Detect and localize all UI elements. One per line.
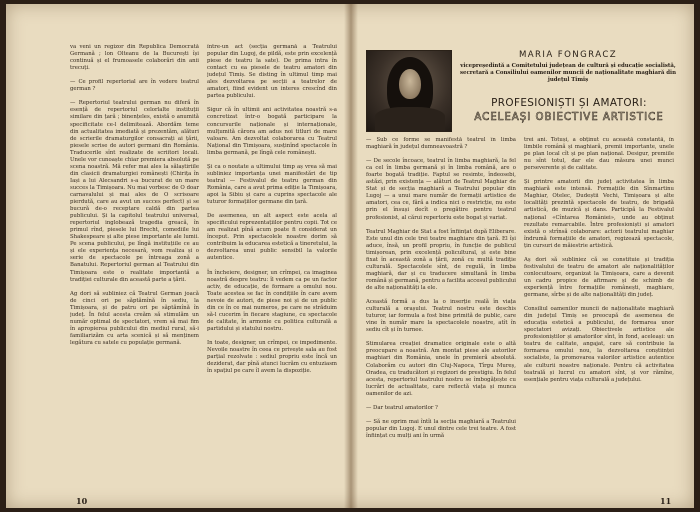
portrait-face bbox=[399, 69, 421, 99]
right-page-column-1: — Sub ce forme se manifestă teatrul în limba maghiară în județul dumneavoastră ? — De secole încoace, teatrul în limba maghiară, la fel ca cel în limba germană și în limba română, are o foarte bogată tradiție. Faptul se resimte, îndeosebi, astăzi, prin existența — alături de Teatrul Maghiar de Stat și de secția maghiară a Teatrului popular din Lugoj — a unui mare număr de formații artistice de amatori, cea ce, fără a indica nici o restricție, nu este prin el însuși decît o pregătire pentru teatrul profesionist, al cărui repertoriu este bogat și variat. Teatrul Maghiar de Stat a fost înființat după Eliberare. Este unul din cele trei teatre maghiare din țară. El își aduce, însă, un profil propriu, în funcție de publicul timișorean, prin excelență policultural, și este bine fixat în această zonă a țării, zonă cu multă tradiție culturală. Spectacolele sînt, de regulă, în limba maghiară, dar și cu traducere simultană în limba română și germană, pentru a facilita accesul publicului de alte naționalități la ele. Această formă a dus la o inserție reală în viața culturală a orașului. Teatrul nostru este deschis tuturor, iar formula a fost bine primită de public, care vine în număr mare la spectacolele noastre, atît în sediu cît și în turnee. Stimularea creației dramatice originale este o altă preocupare a noastră. Am montat piese ale autorilor maghiari din România, unele în premieră absolută. Colaborăm cu autori din Cluj-Napoca, Tîrgu Mureș, Oradea, cu traducători și regizori de prestigiu. În felul acesta, repertoriul teatrului nostru se îmbogățește cu lucrări de actualitate, care reflectă viața și munca oamenilor de azi. — Dar teatrul amatorilor ? — Să ne oprim mai întîi la secția maghiară a Teatrului popular din Lugoj. E unul dintre cele trei teatre. A fost înființat cu mulți ani în urmă bbox=[366, 137, 516, 439]
magazine-spread bbox=[6, 4, 694, 508]
interviewee-header bbox=[454, 50, 682, 83]
article-title-line-1: PROFESIONIȘTI ȘI AMATORI: bbox=[491, 97, 647, 109]
left-page-column-1: va veni un regizor din Republica Democrată Germană ; lon Olteanu de la București își continuă și el frumoasele colaborări din anii trecuți. — Ce profil repertorial are în vedere teatrul german ? — Repertoriul teatrului german nu diferă în esență de repertoriul celorlalte instituții similare din țară ; binențeles, există o anumită specificitate ce-l delimitează. Abordăm teme din actualitatea imediată și prezentăm, alături de scrierile dramaturgilor consacrați ai țării, piesele scrise de autori germani din România. Traducerile sînt realizate de scriitori locali. Unele vor cunoaște chiar premiera absolută pe scena noastră. Mă refer mai ales la sălaștiriile din clasicii dramaturgiei românești (Chirița în Iași a lui Alecsandri s-a bucurat de un mare succes la Timișoara. Nu mai vorbesc de O doar carnavalului și mai ales de O scrisoare pierdută, care au avut un succes perfect) și se bucură de-o receptare caldă din partea publicului. Și la capitolul teatrului universal, repertoriul inglobează tragedia greacă, în primul rînd, piesele lui Brecht, comediile lui Shakespeare și alte piese importante ale lumii. Pe scena publicului, pe lîngă instituțiile ce au și ele experiența necesară, vom realiza și o serie de spectacole pe întreaga zonă a Banatului. Repertoriul german al Teatrului din Timișoara este o realitate importantă a tradiției culturale din această parte a țării. Ag dori să subliniez că Teatrul German joacă de cinci ori pe săptămînă în sediu, la Timișoara, și de patru ori pe săptămînă în județ. În felul acesta creăm să stimulăm un număr optimal de spectatori, vrem să mai fim în apropierea publicului din mediul rural, să-i familiarizăm cu arta scenică și să menținem legătura cu satele cu populație germană. bbox=[70, 44, 199, 346]
interviewee-name: MARIA FONGRACZ bbox=[518, 50, 618, 60]
portrait-photo bbox=[366, 50, 452, 132]
right-page-column-2: trei ani. Totuși, a obținut cu această constantă, în limbile română și maghiară, premii importante, unele pe plan local cît și pe plan național. Desigur, premiile nu sînt totul, dar ele dau măsura unei munci perseverente și de calitate. Și printre amatorii din județ activitatea în limba maghiară este intensă. Formațiile din Sînmartinu Maghiar, Otelec, Dudeștii Vechi, Timișoara și alte localități prezintă spectacole de teatru, de brigadă artistică, de muzică și dans. Participă la Festivalul național «Cîntarea României», unde au obținut rezultate remarcabile. Între profesioniști și amatori există o strînsă colaborare: actorii teatrului maghiar îndrumă formațiile de amatori, regizează spectacole, țin cursuri de măiestrie artistică. Aș dori să subliniez că se constituie și tradiția festivalului de teatru de amatori ale naționalităților conlocuitoare, organizat la Timișoara, care a devenit un cadru propice de afirmare și de schimb de experiență între formațiile românești, maghiare, germane, sîrbe și de alte naționalități din județ. Consiliul oamenilor muncii de naționalitate maghiară din județul Timiș se preocupă de asemenea de educația estetică a publicului, de formarea unor spectatori avizați. Obiectivele artistice ale profesioniștilor și amatorilor sînt, în fond, aceleași: un teatru de calitate, angajat, care să contribuie la formarea omului nou, la dezvoltarea conștiinței socialiste, la promovarea valorilor artistice autentice ale culturii noastre naționale. Pentru că activitatea teatrală și lucrul cu amatori sînt, și vor rămîne, esențiale pentru viața culturală a județului. bbox=[524, 137, 674, 383]
portrait-shoulders bbox=[375, 107, 445, 131]
interviewee-subtitle: vicepreședintă a Comitetului județean de cultură și educație socialistă, secretară a Consiliului oamenilor muncii de naționalitate maghiară din județul Timiș bbox=[460, 63, 676, 83]
article-title bbox=[456, 97, 682, 123]
left-page-column-2: între-un act (secția germană a Teatrului popular din Lugoj, de pildă, este prin excelență piese de teatru la sate). De prima intra în contact cu ea piesele de teatru amatori din județul Timiș. Se disting în ultimul timp mai ales dezvoltarea pe secții a teatrelor de amatori, fiind evident un interes crescînd din partea publicului. Sigur că în ultimii ani activitatea noastră s-a concretizat într-o bogată participare la concursurile naționale și internaționale, mulțumită cărora am adus noi titluri de mare valoare. Am dezvoltat colaborarea cu Teatrul Național din Timișoara, susținînd spectacole în limba germană, pe lîngă cele românești. Și ca o noutate a ultimului timp aș vrea să mai subliniez importanța unei manifestări de tip teatral — Festivalul de teatru german din România, care a avut prima ediție la Timișoara, apoi la Sibiu și care a cuprins spectacole ale tuturor formațiilor germane din țară. De asemenea, un alt aspect este acela al specificului reprezentațiilor pentru copii. Tot ce am realizat pînă acum poate fi considerat un început. Prin spectacolele noastre dorim să contribuim la educarea estetică a tineretului, la dezvoltarea unui public sensibil la valorile autentice. În încheiere, designer, un crîmpei, ca imaginea noastră despre teatru: îl vedem ca pe un factor activ, de educație, de formare a omului nou. Toate acestea se fac în condițiile în care avem nevoie de autori, de piese noi și de un public din ce în ce mai numeros, pe care ne străduim să-l cucerim în fiecare stagiune, cu spectacole de calitate, în armonie cu politica culturală a partidului și statului nostru. In toate, designer, un crîmpei, ce impedimente. Nevoile noastre în ceea ce privește sala au fost parțial rezolvate : sediul propriu este încă un deziderat, dar pînă atunci lucrăm cu entuziasm în spațiul pe care îl avem la dispoziție. bbox=[207, 44, 337, 375]
article-title-line-2: ACELEAȘI OBIECTIVE ARTISTICE bbox=[474, 112, 664, 123]
left-page bbox=[6, 4, 350, 508]
left-page-number: 10 bbox=[76, 496, 88, 506]
right-page-number: 11 bbox=[660, 496, 672, 506]
